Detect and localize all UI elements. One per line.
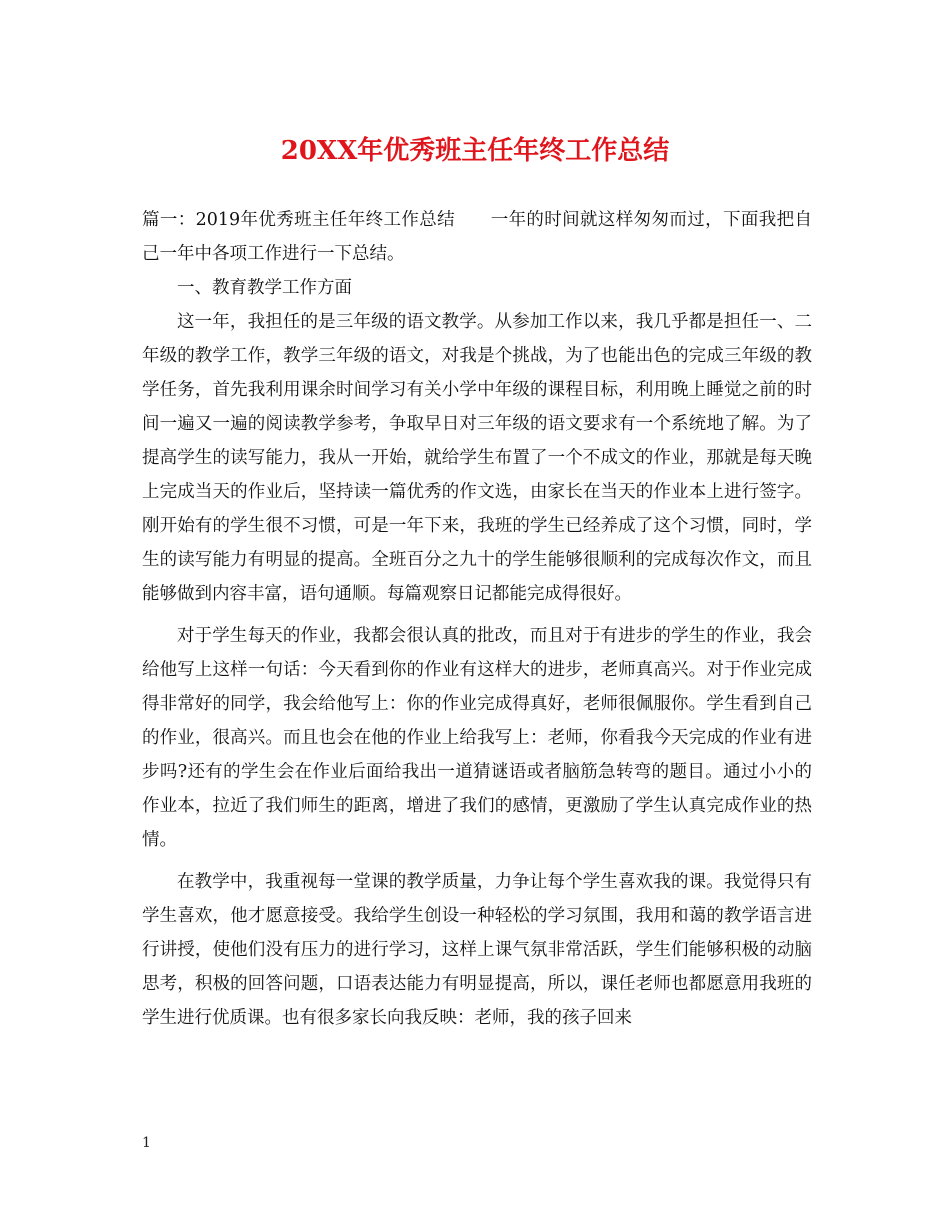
section-heading: 一、教育教学工作方面: [177, 278, 352, 298]
intro-paragraph: 篇一：2019年优秀班主任年终工作总结 一年的时间就这样匆匆而过，下面我把自己一年中各项工作进行一下总结。: [142, 210, 812, 264]
document-body: [142, 203, 812, 1035]
body-paragraph: 在教学中，我重视每一堂课的教学质量，力争让每个学生喜欢我的课。我觉得只有学生喜欢，他才愿意接受。我给学生创设一种轻松的学习氛围，我用和蔼的教学语言进行讲授，使他们没有压力的进行学习，这样上课气氛非常活跃，学生们能够积极的动脑思考，积极的回答问题，口语表达能力有明显提高，所以，课任老师也都愿意用我班的学生进行优质课。也有很多家长向我反映：老师，我的孩子回来: [142, 872, 812, 1028]
body-paragraph: 对于学生每天的作业，我都会很认真的批改，而且对于有进步的学生的作业，我会给他写上这样一句话：今天看到你的作业有这样大的进步，老师真高兴。对于作业完成得非常好的同学，我会给他写上：你的作业完成得真好，老师很佩服你。学生看到自己的作业，很高兴。而且也会在他的作业上给我写上：老师，你看我今天完成的作业有进步吗?还有的学生会在作业后面给我出一道猜谜语或者脑筋急转弯的题目。通过小小的作业本，拉近了我们师生的距离，增进了我们的感情，更激励了学生认真完成作业的热情。: [142, 626, 812, 850]
paragraph-spacer: [142, 857, 812, 865]
page-number: 1: [142, 1135, 151, 1151]
paragraph-spacer: [142, 611, 812, 619]
body-paragraph: 这一年，我担任的是三年级的语文教学。从参加工作以来，我几乎都是担任一、二年级的教学工作，教学三年级的语文，对我是个挑战，为了也能出色的完成三年级的教学任务，首先我利用课余时间学习有关小学中年级的课程目标，利用晚上睡觉之前的时间一遍又一遍的阅读教学参考，争取早日对三年级的语文要求有一个系统地了解。为了提高学生的读写能力，我从一开始，就给学生布置了一个不成文的作业，那就是每天晚上完成当天的作业后，坚持读一篇优秀的作文选，由家长在当天的作业本上进行签字。刚开始有的学生很不习惯，可是一年下来，我班的学生已经养成了这个习惯，同时，学生的读写能力有明显的提高。全班百分之九十的学生能够很顺利的完成每次作文，而且能够做到内容丰富，语句通顺。每篇观察日记都能完成得很好。: [142, 312, 812, 604]
document-title: 20XX年优秀班主任年终工作总结: [280, 136, 670, 166]
